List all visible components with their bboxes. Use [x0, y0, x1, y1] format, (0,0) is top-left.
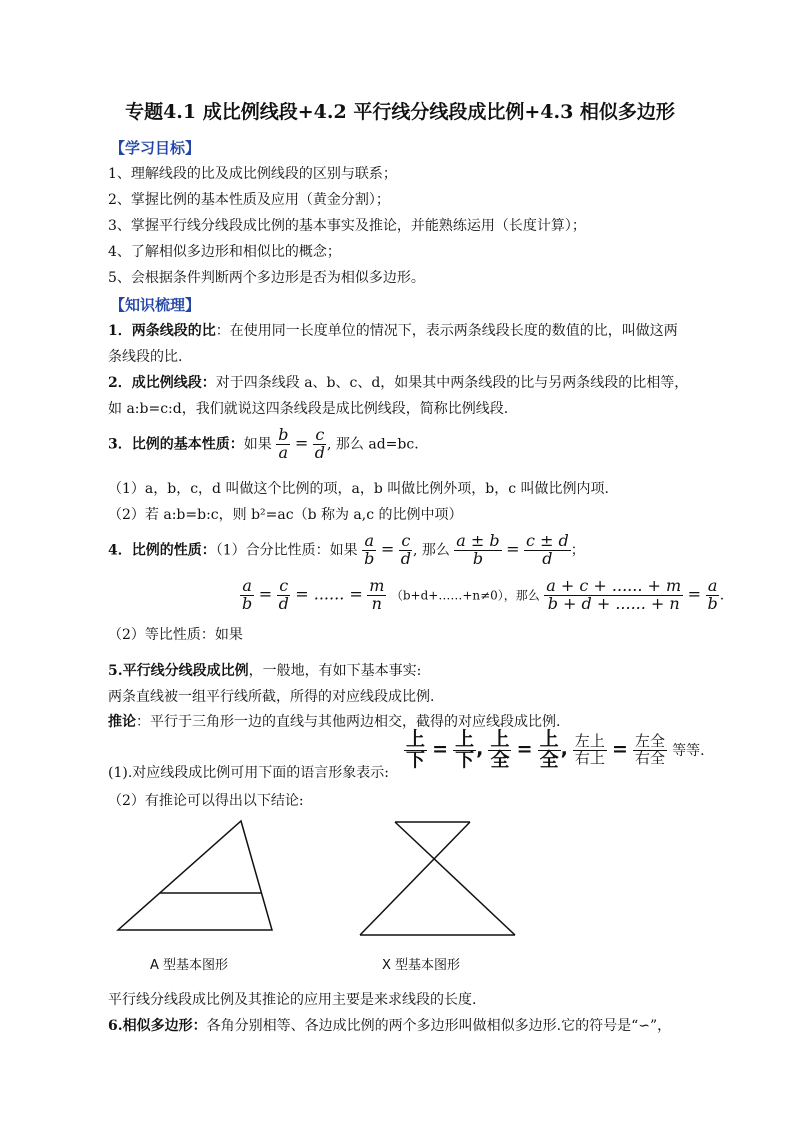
para-similar-text: 各角分别相等、各边成比例的两个多边形叫做相似多边形.它的符号是“∽”，: [206, 1018, 672, 1034]
para-basic-label: 3．比例的基本性质：: [108, 436, 244, 453]
para-properties-label: 4．比例的性质：: [108, 542, 216, 559]
para-ratio: [108, 320, 678, 340]
para-parallel: [108, 660, 421, 680]
fraction: $\frac{a}{b}$: [707, 576, 718, 613]
para-ratio-cont: 条线段的比.: [108, 349, 183, 365]
para-properties-text: （1）合分比性质：如果: [215, 542, 358, 559]
equal-ratio-formula: $\frac{a}{b}$ = $\frac{c}{d}$ = ...... = $\frac{m}{n}$ （b+d+……+n≠0），那么 $\frac{a + c + ...... + m}{b + d + ...... + n}$ = $\frac{a}{b}$ .: [242, 576, 725, 613]
para-basic-then: 那么 ad=bc.: [335, 436, 419, 453]
para-properties-then: 那么: [421, 542, 450, 559]
knowledge-heading: 【知识梳理】: [110, 296, 201, 314]
fraction: $\frac{c}{d}$: [278, 576, 289, 613]
para-proportional-label: 2．成比例线段：: [108, 375, 216, 391]
fraction-up-over-all: $\frac{\text{上}}{\text{全}}$: [490, 728, 510, 771]
para-basic-property: 3．比例的基本性质：如果 $\frac{b}{a}$ = $\frac{c}{d}$ , 那么 ad=bc.: [108, 425, 419, 462]
fraction: $\frac{a + c + ...... + m}{b + d + ...... + n}$: [546, 576, 682, 613]
para-parallel-application: 平行线分线段成比例及其推论的应用主要是来求线段的长度.: [108, 992, 477, 1008]
para-inference-label: 推论: [108, 714, 136, 730]
x-type-figure: [355, 815, 525, 940]
fraction: $\frac{m}{n}$: [369, 576, 385, 613]
para-parallel-text: ，一般地，有如下基本事实:: [248, 663, 422, 679]
x-type-diagonal: [360, 822, 470, 935]
x-type-diagonal: [395, 822, 515, 935]
para-ratio-label: 1．两条线段的比: [108, 323, 216, 339]
page-title: 专题4.1 成比例线段+4.2 平行线分线段成比例+4.3 相似多边形: [125, 101, 675, 123]
condition-text: （b+d+……+n≠0），那么: [390, 588, 540, 603]
etc-text: 等等.: [672, 742, 705, 759]
para-proportional: [108, 372, 688, 392]
fraction-up-over-all: $\frac{\text{上}}{\text{全}}$: [539, 728, 559, 771]
para-properties: 4．比例的性质：（1）合分比性质：如果 $\frac{a}{b}$ = $\frac{c}{d}$ , 那么 $\frac{a \pm b}{b}$ = $\frac{c \pm d}{d}$ ；: [108, 531, 585, 568]
fraction: $\frac{a}{b}$: [242, 576, 253, 613]
para-basic-1: （1）a，b，c，d 叫做这个比例的项，a，b 叫做比例外项，b，c 叫做比例内项.: [108, 481, 609, 497]
goal-item: 2、掌握比例的基本性质及应用（黄金分割）；: [108, 192, 390, 208]
fraction-up-over-down: $\frac{\text{上}}{\text{下}}$: [406, 728, 426, 771]
para-conclusion: （2）有推论可以得出以下结论:: [108, 793, 304, 809]
goal-item: 1、理解线段的比及成比例线段的区别与联系；: [108, 166, 397, 182]
fraction-left-all-over-right-all: $\frac{\text{左全}}{\text{右全}}$: [635, 732, 666, 767]
goal-item: 4、了解相似多边形和相似比的概念；: [108, 244, 341, 260]
fraction-c-over-d: $\frac{c}{d}$: [314, 425, 326, 462]
a-type-triangle: [118, 821, 272, 930]
language-form-formula: $\frac{\text{上}}{\text{下}}$ = $\frac{\text{上}}{\text{下}}$ , $\frac{\text{上}}{\text{全}}$ = $\frac{\text{上}}{\text{全}}$ , $\frac{\text{左上}}{\text{右上}}$ = $\frac{\text{左全}}{\text{右全}}$ 等等.: [406, 728, 705, 771]
para-parallel-line2: 两条直线被一组平行线所截，所得的对应线段成比例.: [108, 689, 435, 705]
fraction-up-over-down: $\frac{\text{上}}{\text{下}}$: [455, 728, 475, 771]
fraction: $\frac{c \pm d}{d}$: [525, 531, 569, 568]
para-proportional-text: 对于四条线段 a、b、c、d，如果其中两条线段的比与另两条线段的比相等，: [215, 375, 689, 391]
fraction: $\frac{a}{b}$: [364, 531, 375, 568]
a-type-figure: [110, 815, 280, 935]
para-proportional-cont: 如 a:b=c:d，我们就说这四条线段是成比例线段，简称比例线段.: [108, 401, 509, 417]
fraction-b-over-a: $\frac{b}{a}$: [278, 425, 289, 462]
para-inference-text: ：平行于三角形一边的直线与其他两边相交，截得的对应线段成比例.: [136, 714, 561, 730]
para-basic-if: 如果: [243, 436, 272, 453]
para-ratio-text: ：在使用同一长度单位的情况下，表示两条线段长度的数值的比，叫做这两: [215, 323, 678, 339]
goal-item: 5、会根据条件判断两个多边形是否为相似多边形。: [108, 270, 425, 286]
goal-item: 3、掌握平行线分线段成比例的基本事实及推论，并能熟练运用（长度计算）；: [108, 218, 586, 234]
fraction: $\frac{c}{d}$: [400, 531, 411, 568]
fraction: $\frac{a \pm b}{b}$: [456, 531, 500, 568]
x-type-caption: X 型基本图形: [382, 958, 461, 973]
fraction-left-up-over-right-up: $\frac{\text{左上}}{\text{右上}}$: [574, 732, 605, 767]
para-basic-2: （2）若 a:b=b:c，则 b²=ac（b 称为 a,c 的比例中项）: [108, 507, 463, 523]
para-parallel-label: 5.平行线分线段成比例: [108, 663, 249, 679]
para-similar-polygon: [108, 1015, 671, 1035]
para-similar-label: 6.相似多边形：: [108, 1018, 207, 1034]
para-equal-ratio: （2）等比性质：如果: [108, 627, 243, 643]
a-type-caption: A 型基本图形: [150, 958, 229, 973]
para-language-form: (1).对应线段成比例可用下面的语言形象表示:: [108, 765, 389, 781]
goals-heading: 【学习目标】: [110, 139, 201, 157]
dots: = ...... =: [295, 584, 363, 604]
